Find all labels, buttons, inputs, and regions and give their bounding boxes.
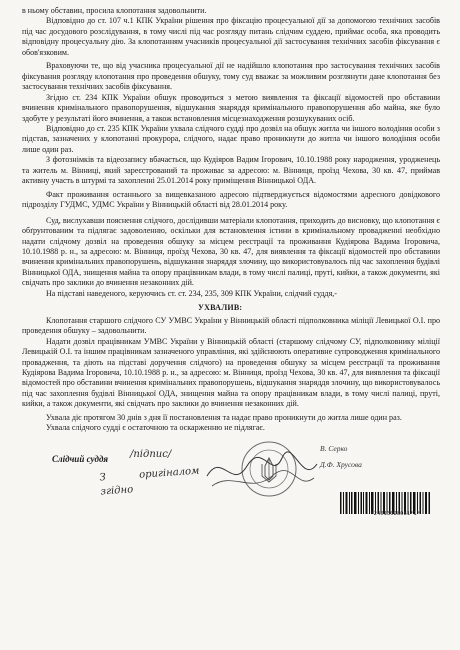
signature-scribble-icon	[202, 446, 322, 496]
handwritten-copy-note: З оригіналом згідно	[99, 465, 200, 498]
paragraph: Ухвала слідчого судді є остаточною та оскарженню не підлягає.	[46, 423, 265, 433]
paragraph: Враховуючи те, що від учасника процесуальної дії не надійшло клопотання про застосування технічних засобів фіксування розгляду клопотання про проведення обшуку, тому суд вважає за можливим розглянути дане клопотання без застосування технічних засобів фіксування.	[22, 61, 440, 92]
paragraph: З фотознімків та відеозапису вбачається, що Кудіяров Вадим Ігорович, 10.10.1988 року народження, уродженець та житель м. Вінниці, який зареєстрований та проживає за адресою: м. Вінниця, проїзд Чехова, 30 кв. 47, приймав активну участь в штурмі та захопленні 25.01.2014 року приміщення Вінницької ОДА.	[22, 155, 440, 186]
seal-name-1: В. Серко	[320, 443, 348, 453]
seal-name-2: Д.Ф. Хрусова	[320, 459, 362, 469]
barcode-number: *24013028081*1*	[370, 511, 420, 518]
signature-area	[22, 440, 440, 520]
ruling-heading: УХВАЛИВ:	[198, 303, 243, 313]
paragraph: Клопотання старшого слідчого СУ УМВС України у Вінницькій області підполковника міліції Левицької О.І. про проведення обшуку – задовольнити.	[22, 315, 440, 336]
paragraph: Згідно ст. 234 КПК України обшук проводиться з метою виявлення та фіксації відомостей про обставини вчинення кримінального правопорушення, відшукання знаряддя кримінального правопорушення або майна, яке було здобуте у результаті його вчинення, а також встановлення місцезнаходження розшукуваних осіб.	[22, 92, 440, 123]
paragraph: Суд, вислухавши пояснення слідчого, дослідивши матеріали клопотання, приходить до висновку, що клопотання є обґрунтованим та підлягає задоволенню, оскільки для встановлення істини в кримінальному провадженні необхідно надати слідчому дозвіл на проведення обшуку за місцем реєстрації та проживання Кудіярова Вадима Ігоровича, 10.10.1988 р. н., за адресою: м. Вінниця, проїзд Чехова, 30 кв. 47, для виявлення та фіксації відомостей про обставини вчинення кримінальних правопорушень, відшукання знаряддя злочину, що використовувалось під час захоплення будівлі Вінницької ОДА, знищення майна та опору працівникам влади, в тому числі палиці, пруті, кийки, а також документи, які свідчать про заклики до вчинення незаконних дій.	[22, 215, 440, 288]
paragraph: Ухвала діє протягом 30 днів з дня її постановлення та надає право проникнути до житла лише один раз.	[46, 412, 402, 422]
paragraph: На підставі наведеного, керуючись ст. ст. 234, 235, 309 КПК України, слідчий суддя,-	[46, 288, 337, 298]
paragraph: Відповідно до ст. 107 ч.1 КПК України рішення про фіксацію процесуальної дії за допомогою технічних засобів під час досудового розслідування, в тому числі під час розгляду питань слідчим суддею, приймає особа, яка проводить відповідну процесуальну дію. За клопотанням учасників процесуальної дії застосування технічних засобів фіксування є обов'язковим.	[22, 16, 440, 57]
paragraph: Надати дозвіл працівникам УМВС України у Вінницькій області (старшому слідчому СУ, підполковнику міліції Левицькій О.І. та іншим працівникам зазначеного управління, які здійснюють оперативне супроводження кримінального провадження, та діють на підставі доручення слідчого) на проведення обшуку за місцем реєстрації та проживання Кудіярова Вадима Ігоровича, 10.10.1988 р. н., за адресою: м. Вінниця, проїзд Чехова, 30 кв. 47, для виявлення та фіксації відомостей про обставини вчинення кримінальних правопорушень, відшукання знаряддя злочину, що використовувалось під час захоплення будівлі Вінницької ОДА, знищення майна та опору працівникам влади, в тому числі палиці, пруті, кийки, а також документи, які свідчать про заклики до вчинення незаконних дій.	[22, 336, 440, 409]
paragraph: в ньому обставин, просила клопотання задовольнити.	[22, 6, 207, 15]
signature-label: Слідчий суддя	[52, 453, 109, 464]
paragraph: Факт проживання останнього за вищевказаною адресою підтверджується відомостями адресного довідкового підрозділу ГУДМС, УДМС України у Вінницькій області від 28.01.2014 року.	[22, 189, 440, 210]
handwritten-signature: /підпис/	[130, 448, 172, 460]
paragraph: Відповідно до ст. 235 КПК України ухвала слідчого судді про дозвіл на обшук житла чи іншого володіння особи з підстав, зазначених у клопотанні прокурора, слідчого, надає право проникнути до житла чи іншого володіння особи лише один раз.	[22, 123, 440, 154]
